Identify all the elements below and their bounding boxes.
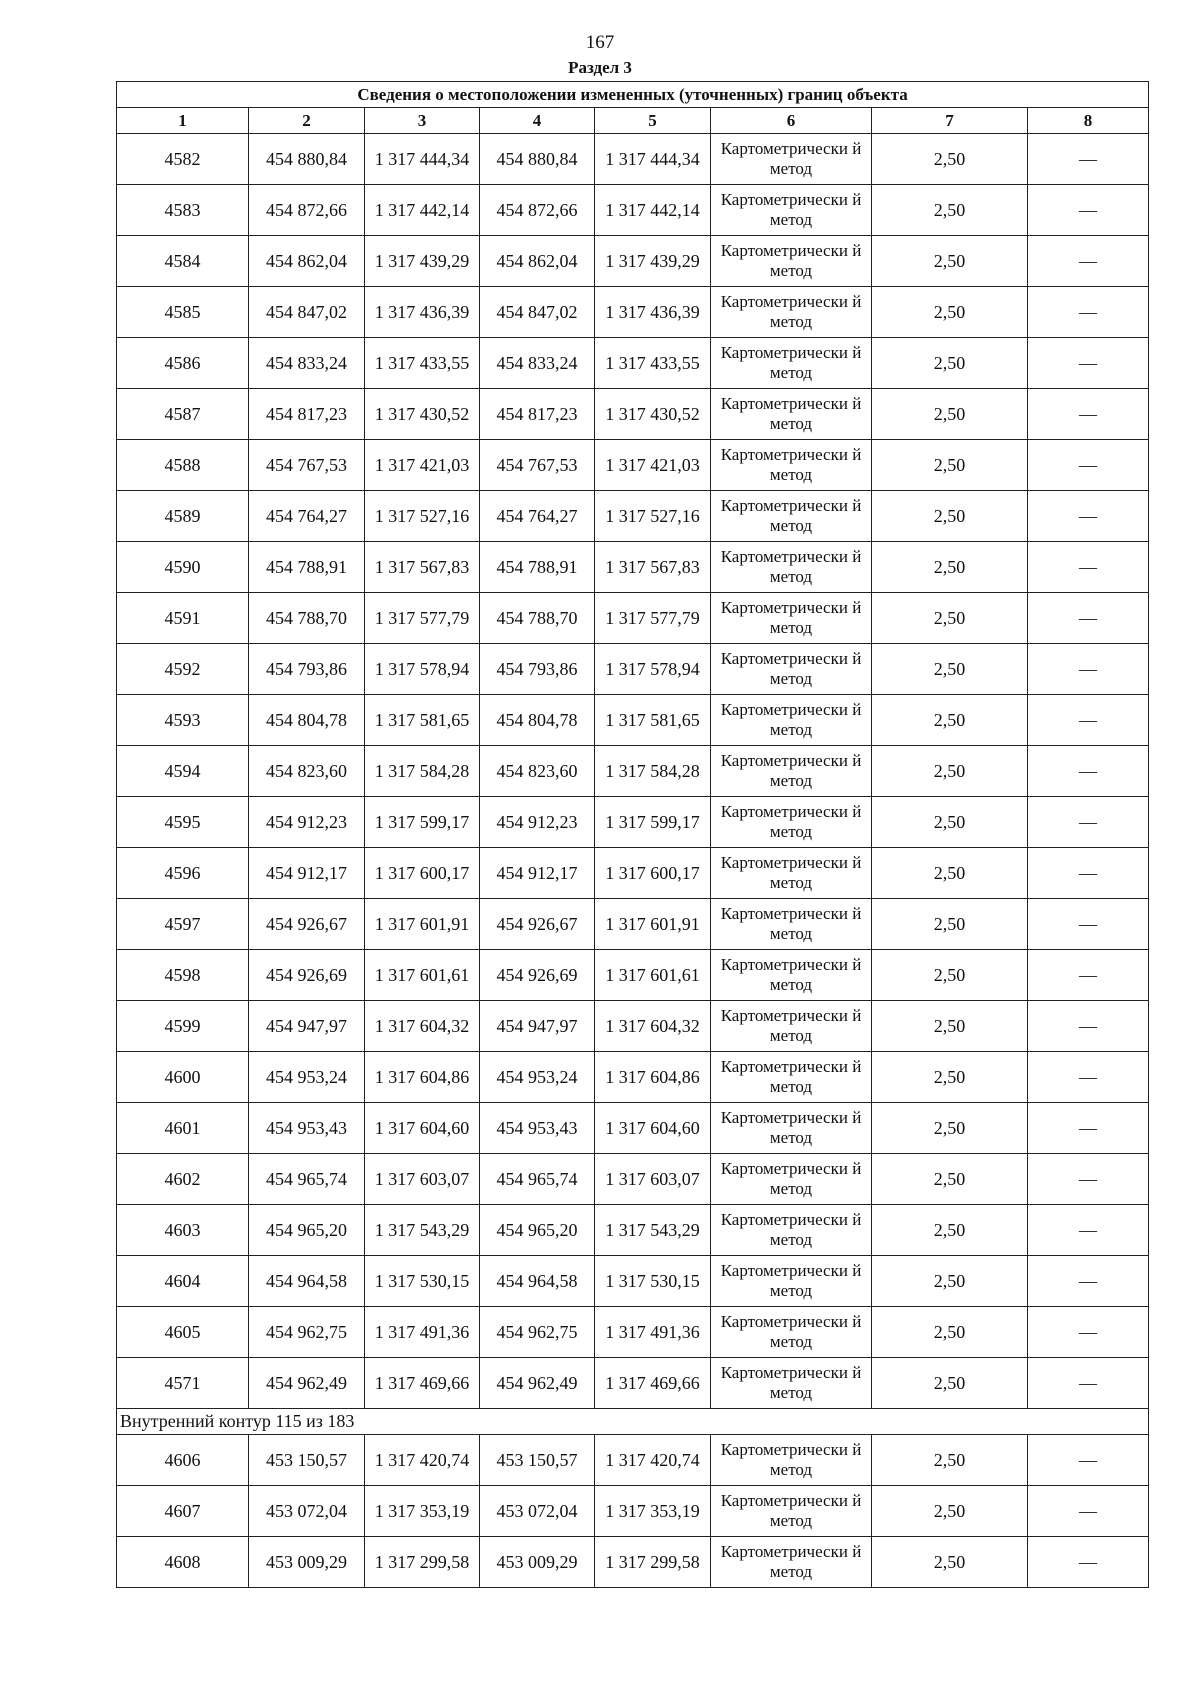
table-cell: 1 317 578,94 <box>365 644 480 695</box>
table-cell: 1 317 442,14 <box>365 185 480 236</box>
point-number-cell: 4599 <box>117 1001 249 1052</box>
table-cell: 454 962,49 <box>249 1358 365 1409</box>
table-cell: 454 912,23 <box>249 797 365 848</box>
table-cell: — <box>1028 338 1149 389</box>
point-number-cell: 4596 <box>117 848 249 899</box>
table-cell: 1 317 439,29 <box>595 236 711 287</box>
point-number-cell: 4597 <box>117 899 249 950</box>
table-cell: 1 317 604,60 <box>365 1103 480 1154</box>
table-cell: 2,50 <box>872 338 1028 389</box>
table-cell: 1 317 603,07 <box>595 1154 711 1205</box>
method-cell: Картометрически й метод <box>711 848 872 899</box>
table-cell: 2,50 <box>872 1052 1028 1103</box>
table-cell: 1 317 469,66 <box>365 1358 480 1409</box>
table-cell: 454 947,97 <box>249 1001 365 1052</box>
table-cell: 454 880,84 <box>249 134 365 185</box>
table-cell: 454 804,78 <box>480 695 595 746</box>
table-cell: 454 764,27 <box>480 491 595 542</box>
point-number-cell: 4585 <box>117 287 249 338</box>
table-cell: 1 317 584,28 <box>595 746 711 797</box>
table-cell: 1 317 421,03 <box>365 440 480 491</box>
column-number: 4 <box>480 108 595 134</box>
page-number: 167 <box>585 32 615 53</box>
table-cell: 1 317 604,60 <box>595 1103 711 1154</box>
table-cell: 1 317 527,16 <box>365 491 480 542</box>
table-cell: 2,50 <box>872 185 1028 236</box>
table-cell: 2,50 <box>872 1256 1028 1307</box>
table-cell: 1 317 584,28 <box>365 746 480 797</box>
table-cell: 454 793,86 <box>249 644 365 695</box>
table-cell: 1 317 353,19 <box>595 1486 711 1537</box>
table-cell: 454 965,74 <box>480 1154 595 1205</box>
table-cell: 1 317 444,34 <box>365 134 480 185</box>
table-cell: 454 823,60 <box>249 746 365 797</box>
table-cell: 1 317 543,29 <box>595 1205 711 1256</box>
point-number-cell: 4601 <box>117 1103 249 1154</box>
table-cell: — <box>1028 1486 1149 1537</box>
table-cell: — <box>1028 542 1149 593</box>
table-cell: 454 767,53 <box>480 440 595 491</box>
table-cell: 2,50 <box>872 491 1028 542</box>
table-cell: — <box>1028 287 1149 338</box>
table-cell: 454 912,17 <box>480 848 595 899</box>
table-cell: — <box>1028 899 1149 950</box>
table-cell: 453 009,29 <box>480 1537 595 1588</box>
table-cell: 1 317 577,79 <box>365 593 480 644</box>
table-cell: — <box>1028 1001 1149 1052</box>
table-row <box>117 950 1149 1001</box>
table-cell: — <box>1028 1103 1149 1154</box>
table-cell: 2,50 <box>872 1103 1028 1154</box>
column-number: 7 <box>872 108 1028 134</box>
table-cell: 1 317 530,15 <box>595 1256 711 1307</box>
point-number-cell: 4584 <box>117 236 249 287</box>
method-cell: Картометрически й метод <box>711 1001 872 1052</box>
table-cell: 2,50 <box>872 950 1028 1001</box>
table-cell: 454 926,69 <box>249 950 365 1001</box>
method-cell: Картометрически й метод <box>711 1256 872 1307</box>
table-cell: 2,50 <box>872 134 1028 185</box>
table-cell: 1 317 299,58 <box>595 1537 711 1588</box>
table-cell: 1 317 436,39 <box>595 287 711 338</box>
table-cell: 2,50 <box>872 899 1028 950</box>
table-cell: 1 317 600,17 <box>595 848 711 899</box>
method-cell: Картометрически й метод <box>711 1307 872 1358</box>
method-cell: Картометрически й метод <box>711 950 872 1001</box>
table-cell: 1 317 599,17 <box>365 797 480 848</box>
method-cell: Картометрически й метод <box>711 1052 872 1103</box>
method-cell: Картометрически й метод <box>711 1486 872 1537</box>
table-cell: 2,50 <box>872 440 1028 491</box>
table-row <box>117 542 1149 593</box>
table-cell: — <box>1028 797 1149 848</box>
point-number-cell: 4605 <box>117 1307 249 1358</box>
method-cell: Картометрически й метод <box>711 695 872 746</box>
table-cell: 454 793,86 <box>480 644 595 695</box>
table-cell: 454 962,49 <box>480 1358 595 1409</box>
table-cell: — <box>1028 1358 1149 1409</box>
table-cell: 454 953,43 <box>480 1103 595 1154</box>
table-cell: 454 880,84 <box>480 134 595 185</box>
table-cell: 2,50 <box>872 797 1028 848</box>
table-cell: 1 317 442,14 <box>595 185 711 236</box>
table-cell: — <box>1028 695 1149 746</box>
table-row <box>117 134 1149 185</box>
method-cell: Картометрически й метод <box>711 440 872 491</box>
table-cell: 1 317 421,03 <box>595 440 711 491</box>
table-row <box>117 899 1149 950</box>
table-cell: 1 317 439,29 <box>365 236 480 287</box>
table-cell: 1 317 601,91 <box>365 899 480 950</box>
table-cell: 1 317 603,07 <box>365 1154 480 1205</box>
table-cell: 2,50 <box>872 695 1028 746</box>
table-cell: 453 150,57 <box>249 1435 365 1486</box>
point-number-cell: 4606 <box>117 1435 249 1486</box>
point-number-cell: 4603 <box>117 1205 249 1256</box>
table-cell: 453 072,04 <box>480 1486 595 1537</box>
table-cell: 1 317 430,52 <box>595 389 711 440</box>
table-cell: — <box>1028 491 1149 542</box>
boundary-table <box>116 81 1149 1588</box>
table-cell: 1 317 436,39 <box>365 287 480 338</box>
table-cell: 1 317 577,79 <box>595 593 711 644</box>
method-cell: Картометрически й метод <box>711 542 872 593</box>
table-cell: 454 788,70 <box>249 593 365 644</box>
table-caption: Сведения о местоположении измененных (уточненных) границ объекта <box>117 82 1149 108</box>
table-cell: 1 317 604,32 <box>365 1001 480 1052</box>
method-cell: Картометрически й метод <box>711 899 872 950</box>
table-cell: 454 847,02 <box>249 287 365 338</box>
method-cell: Картометрически й метод <box>711 134 872 185</box>
table-cell: — <box>1028 1154 1149 1205</box>
column-number: 3 <box>365 108 480 134</box>
table-cell: 1 317 433,55 <box>595 338 711 389</box>
table-cell: — <box>1028 1435 1149 1486</box>
point-number-cell: 4594 <box>117 746 249 797</box>
point-number-cell: 4592 <box>117 644 249 695</box>
contour-label: Внутренний контур 115 из 183 <box>117 1409 1149 1435</box>
point-number-cell: 4600 <box>117 1052 249 1103</box>
method-cell: Картометрически й метод <box>711 1358 872 1409</box>
table-cell: — <box>1028 1307 1149 1358</box>
table-cell: 2,50 <box>872 1486 1028 1537</box>
table-cell: — <box>1028 1052 1149 1103</box>
table-cell: — <box>1028 236 1149 287</box>
table-cell: 2,50 <box>872 1358 1028 1409</box>
method-cell: Картометрически й метод <box>711 491 872 542</box>
table-cell: 2,50 <box>872 1435 1028 1486</box>
table-cell: 1 317 604,32 <box>595 1001 711 1052</box>
table-cell: 1 317 581,65 <box>365 695 480 746</box>
table-cell: — <box>1028 950 1149 1001</box>
table-row <box>117 1205 1149 1256</box>
method-cell: Картометрически й метод <box>711 1205 872 1256</box>
table-cell: 454 764,27 <box>249 491 365 542</box>
method-cell: Картометрически й метод <box>711 1103 872 1154</box>
table-row <box>117 491 1149 542</box>
table-cell: 2,50 <box>872 1154 1028 1205</box>
table-cell: 2,50 <box>872 1205 1028 1256</box>
table-cell: 454 767,53 <box>249 440 365 491</box>
table-cell: 1 317 599,17 <box>595 797 711 848</box>
table-cell: 454 962,75 <box>480 1307 595 1358</box>
table-cell: 1 317 469,66 <box>595 1358 711 1409</box>
table-cell: 1 317 601,61 <box>365 950 480 1001</box>
table-cell: 453 072,04 <box>249 1486 365 1537</box>
point-number-cell: 4608 <box>117 1537 249 1588</box>
method-cell: Картометрически й метод <box>711 185 872 236</box>
table-cell: — <box>1028 134 1149 185</box>
table-cell: 1 317 299,58 <box>365 1537 480 1588</box>
method-cell: Картометрически й метод <box>711 644 872 695</box>
table-row <box>117 1435 1149 1486</box>
column-number: 6 <box>711 108 872 134</box>
table-cell: 2,50 <box>872 848 1028 899</box>
table-cell: 1 317 433,55 <box>365 338 480 389</box>
table-cell: — <box>1028 440 1149 491</box>
table-cell: 454 953,24 <box>480 1052 595 1103</box>
column-number: 1 <box>117 108 249 134</box>
table-row <box>117 389 1149 440</box>
table-cell: — <box>1028 1537 1149 1588</box>
table-row <box>117 338 1149 389</box>
table-cell: 454 817,23 <box>249 389 365 440</box>
table-cell: 454 964,58 <box>249 1256 365 1307</box>
table-cell: — <box>1028 593 1149 644</box>
table-cell: 1 317 600,17 <box>365 848 480 899</box>
method-cell: Картометрически й метод <box>711 287 872 338</box>
table-cell: 2,50 <box>872 593 1028 644</box>
table-cell: 454 912,23 <box>480 797 595 848</box>
table-cell: 1 317 604,86 <box>365 1052 480 1103</box>
point-number-cell: 4571 <box>117 1358 249 1409</box>
table-cell: — <box>1028 644 1149 695</box>
column-number-row <box>117 108 1149 134</box>
table-row <box>117 695 1149 746</box>
table-cell: 454 926,67 <box>480 899 595 950</box>
table-cell: — <box>1028 746 1149 797</box>
table-cell: — <box>1028 1205 1149 1256</box>
table-cell: 454 872,66 <box>480 185 595 236</box>
table-cell: 2,50 <box>872 287 1028 338</box>
table-row <box>117 1052 1149 1103</box>
table-row <box>117 185 1149 236</box>
table-row <box>117 1358 1149 1409</box>
method-cell: Картометрически й метод <box>711 1537 872 1588</box>
table-cell: 2,50 <box>872 746 1028 797</box>
table-cell: 1 317 491,36 <box>365 1307 480 1358</box>
table-row <box>117 236 1149 287</box>
table-cell: 454 823,60 <box>480 746 595 797</box>
table-cell: — <box>1028 848 1149 899</box>
table-cell: 2,50 <box>872 644 1028 695</box>
table-cell: 454 953,24 <box>249 1052 365 1103</box>
table-cell: 454 912,17 <box>249 848 365 899</box>
column-number: 2 <box>249 108 365 134</box>
table-cell: 454 833,24 <box>480 338 595 389</box>
table-cell: 454 788,91 <box>480 542 595 593</box>
point-number-cell: 4591 <box>117 593 249 644</box>
table-cell: 1 317 601,91 <box>595 899 711 950</box>
table-cell: 1 317 420,74 <box>595 1435 711 1486</box>
point-number-cell: 4593 <box>117 695 249 746</box>
table-cell: 454 862,04 <box>249 236 365 287</box>
table-row <box>117 287 1149 338</box>
point-number-cell: 4598 <box>117 950 249 1001</box>
table-cell: 2,50 <box>872 1001 1028 1052</box>
table-cell: — <box>1028 185 1149 236</box>
table-cell: 453 009,29 <box>249 1537 365 1588</box>
table-cell: 454 926,69 <box>480 950 595 1001</box>
column-number: 5 <box>595 108 711 134</box>
table-cell: 454 926,67 <box>249 899 365 950</box>
point-number-cell: 4586 <box>117 338 249 389</box>
table-cell: 1 317 491,36 <box>595 1307 711 1358</box>
table-row <box>117 797 1149 848</box>
table-cell: 454 847,02 <box>480 287 595 338</box>
table-row <box>117 440 1149 491</box>
table-cell: 454 965,20 <box>480 1205 595 1256</box>
table-row <box>117 1154 1149 1205</box>
method-cell: Картометрически й метод <box>711 593 872 644</box>
table-cell: 2,50 <box>872 1537 1028 1588</box>
table-cell: 454 962,75 <box>249 1307 365 1358</box>
table-row <box>117 746 1149 797</box>
table-cell: 1 317 444,34 <box>595 134 711 185</box>
table-row <box>117 848 1149 899</box>
table-cell: 454 872,66 <box>249 185 365 236</box>
table-cell: 1 317 601,61 <box>595 950 711 1001</box>
table-cell: 2,50 <box>872 1307 1028 1358</box>
table-cell: 1 317 527,16 <box>595 491 711 542</box>
method-cell: Картометрически й метод <box>711 1435 872 1486</box>
method-cell: Картометрически й метод <box>711 338 872 389</box>
point-number-cell: 4587 <box>117 389 249 440</box>
table-row <box>117 1537 1149 1588</box>
table-row <box>117 1307 1149 1358</box>
table-cell: 1 317 581,65 <box>595 695 711 746</box>
table-cell: 454 947,97 <box>480 1001 595 1052</box>
method-cell: Картометрически й метод <box>711 389 872 440</box>
table-cell: 454 804,78 <box>249 695 365 746</box>
table-cell: 1 317 543,29 <box>365 1205 480 1256</box>
table-cell: 454 953,43 <box>249 1103 365 1154</box>
table-cell: 454 965,20 <box>249 1205 365 1256</box>
method-cell: Картометрически й метод <box>711 236 872 287</box>
table-cell: 454 965,74 <box>249 1154 365 1205</box>
section-title: Раздел 3 <box>568 58 632 77</box>
method-cell: Картометрически й метод <box>711 1154 872 1205</box>
table-cell: — <box>1028 389 1149 440</box>
table-cell: 454 833,24 <box>249 338 365 389</box>
method-cell: Картометрически й метод <box>711 746 872 797</box>
point-number-cell: 4582 <box>117 134 249 185</box>
table-row <box>117 1001 1149 1052</box>
table-cell: 1 317 578,94 <box>595 644 711 695</box>
table-row <box>117 593 1149 644</box>
table-cell: 1 317 567,83 <box>365 542 480 593</box>
method-cell: Картометрически й метод <box>711 797 872 848</box>
table-cell: 454 964,58 <box>480 1256 595 1307</box>
point-number-cell: 4583 <box>117 185 249 236</box>
table-row <box>117 1256 1149 1307</box>
table-row <box>117 644 1149 695</box>
table-cell: 1 317 430,52 <box>365 389 480 440</box>
table-cell: 1 317 604,86 <box>595 1052 711 1103</box>
point-number-cell: 4589 <box>117 491 249 542</box>
table-cell: 1 317 567,83 <box>595 542 711 593</box>
table-cell: — <box>1028 1256 1149 1307</box>
contour-row <box>117 1409 1149 1435</box>
table-cell: 1 317 420,74 <box>365 1435 480 1486</box>
point-number-cell: 4604 <box>117 1256 249 1307</box>
table-row <box>117 1486 1149 1537</box>
table-cell: 454 817,23 <box>480 389 595 440</box>
point-number-cell: 4590 <box>117 542 249 593</box>
point-number-cell: 4607 <box>117 1486 249 1537</box>
column-number: 8 <box>1028 108 1149 134</box>
table-cell: 454 862,04 <box>480 236 595 287</box>
table-cell: 2,50 <box>872 389 1028 440</box>
point-number-cell: 4602 <box>117 1154 249 1205</box>
point-number-cell: 4588 <box>117 440 249 491</box>
table-cell: 454 788,91 <box>249 542 365 593</box>
table-cell: 1 317 530,15 <box>365 1256 480 1307</box>
table-cell: 453 150,57 <box>480 1435 595 1486</box>
table-cell: 2,50 <box>872 542 1028 593</box>
point-number-cell: 4595 <box>117 797 249 848</box>
table-row <box>117 1103 1149 1154</box>
table-cell: 1 317 353,19 <box>365 1486 480 1537</box>
table-cell: 454 788,70 <box>480 593 595 644</box>
table-cell: 2,50 <box>872 236 1028 287</box>
